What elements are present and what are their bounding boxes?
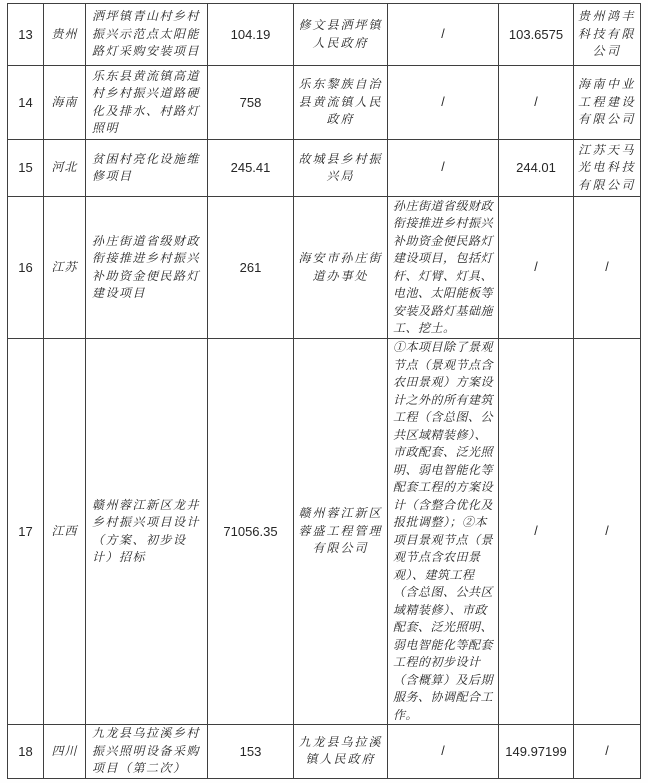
supplier-cell: /	[574, 339, 641, 725]
award-amount-cell: 103.6575	[499, 4, 574, 66]
purchaser-cell: 修文县洒坪镇人民政府	[294, 4, 388, 66]
budget-cell: 104.19	[208, 4, 294, 66]
table-row	[8, 339, 641, 725]
project-cell: 孙庄街道省级财政衔接推进乡村振兴补助资金便民路灯建设项目	[86, 197, 208, 339]
project-cell: 乐东县黄流镇高道村乡村振兴道路硬化及排水、村路灯照明	[86, 66, 208, 140]
seq-cell: 14	[8, 66, 44, 140]
seq-cell: 18	[8, 725, 44, 779]
scope-cell: 孙庄街道省级财政衔接推进乡村振兴补助资金便民路灯建设项目，包括灯杆、灯臂、灯具、电池、太阳能板等安装及路灯基础施工、挖土。	[388, 197, 499, 339]
budget-cell: 261	[208, 197, 294, 339]
scope-cell: /	[388, 140, 499, 197]
award-amount-cell: /	[499, 339, 574, 725]
province-cell: 海南	[44, 66, 86, 140]
table-row	[8, 140, 641, 197]
project-cell: 洒坪镇青山村乡村振兴示范点太阳能路灯采购安装项目	[86, 4, 208, 66]
table-row	[8, 66, 641, 140]
province-cell: 江苏	[44, 197, 86, 339]
table-row	[8, 197, 641, 339]
seq-cell: 15	[8, 140, 44, 197]
project-cell: 赣州蓉江新区龙井乡村振兴项目设计（方案、初步设计）招标	[86, 339, 208, 725]
award-amount-cell: 244.01	[499, 140, 574, 197]
purchaser-cell: 九龙县乌拉溪镇人民政府	[294, 725, 388, 779]
seq-cell: 17	[8, 339, 44, 725]
purchaser-cell: 故城县乡村振兴局	[294, 140, 388, 197]
supplier-cell: /	[574, 725, 641, 779]
scope-cell: ①本项目除了景观节点（景观节点含农田景观）方案设计之外的所有建筑工程（含总图、公共区域精装修）、市政配套、泛光照明、弱电智能化等配套工程的方案设计（含整合优化及报批调整）；②本项目景观节点（景观节点含农田景观）、建筑工程（含总图、公共区域精装修）、市政配套、泛光照明、弱电智能化等配套工程的初步设计（含概算）及后期服务、协调配合工作。	[388, 339, 499, 725]
budget-cell: 71056.35	[208, 339, 294, 725]
procurement-table	[7, 3, 641, 779]
province-cell: 河北	[44, 140, 86, 197]
province-cell: 四川	[44, 725, 86, 779]
supplier-cell: /	[574, 197, 641, 339]
award-amount-cell: /	[499, 66, 574, 140]
table-row	[8, 4, 641, 66]
budget-cell: 245.41	[208, 140, 294, 197]
table-row	[8, 725, 641, 779]
award-amount-cell: /	[499, 197, 574, 339]
supplier-cell: 海南中业工程建设有限公司	[574, 66, 641, 140]
scope-cell: /	[388, 66, 499, 140]
purchaser-cell: 赣州蓉江新区蓉盛工程管理有限公司	[294, 339, 388, 725]
province-cell: 贵州	[44, 4, 86, 66]
purchaser-cell: 海安市孙庄街道办事处	[294, 197, 388, 339]
budget-cell: 153	[208, 725, 294, 779]
seq-cell: 13	[8, 4, 44, 66]
supplier-cell: 江苏天马光电科技有限公司	[574, 140, 641, 197]
province-cell: 江西	[44, 339, 86, 725]
supplier-cell: 贵州鸿丰科技有限公司	[574, 4, 641, 66]
scope-cell: /	[388, 4, 499, 66]
seq-cell: 16	[8, 197, 44, 339]
award-amount-cell: 149.97199	[499, 725, 574, 779]
purchaser-cell: 乐东黎族自治县黄流镇人民政府	[294, 66, 388, 140]
project-cell: 九龙县乌拉溪乡村振兴照明设备采购项目（第二次）	[86, 725, 208, 779]
budget-cell: 758	[208, 66, 294, 140]
project-cell: 贫困村亮化设施维修项目	[86, 140, 208, 197]
scope-cell: /	[388, 725, 499, 779]
